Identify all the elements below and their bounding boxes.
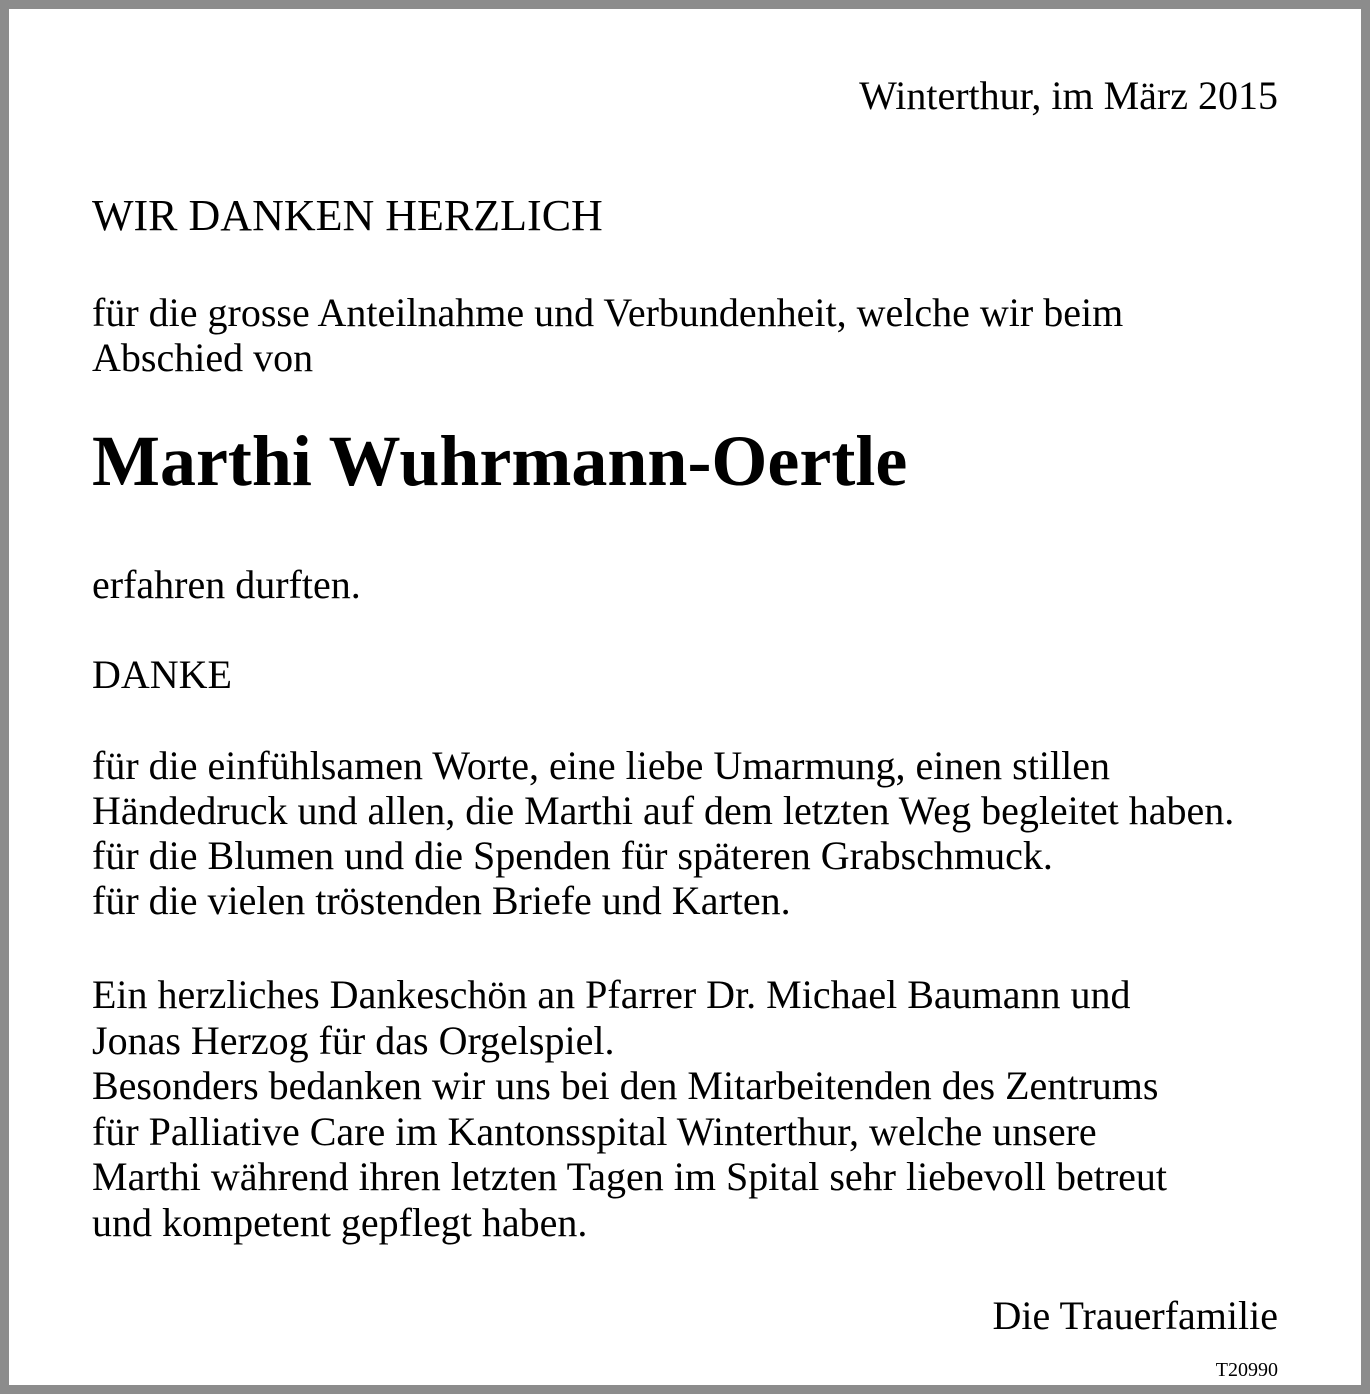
thanks-paragraph (92, 743, 1234, 923)
acknowledgement-line: Marthi während ihren letzten Tagen im Spital sehr liebevoll betreut (92, 1154, 1168, 1199)
thanks-line: für die einfühlsamen Worte, eine liebe Umarmung, einen stillen (92, 743, 1110, 788)
thanks-line: Händedruck und allen, die Marthi auf dem letzten Weg begleitet haben. (92, 788, 1235, 833)
notice-heading: WIR DANKEN HERZLICH (92, 191, 603, 240)
thanks-line: für die Blumen und die Spenden für späteren Grabschmuck. (92, 833, 1053, 878)
acknowledgement-line: für Palliative Care im Kantonsspital Winterthur, welche unsere (92, 1108, 1097, 1154)
acknowledgement-line: Jonas Herzog für das Orgelspiel. (92, 1017, 615, 1063)
acknowledgement-line: und kompetent gepflegt haben. (92, 1199, 588, 1245)
place-date: Winterthur, im März 2015 (859, 73, 1278, 118)
intro-line: Abschied von (92, 335, 314, 380)
signature: Die Trauerfamilie (992, 1293, 1278, 1338)
intro-line: für die grosse Anteilnahme und Verbundenheit, welche wir beim (92, 290, 1124, 335)
intro-paragraph (92, 290, 1123, 380)
acknowledgement-paragraph (92, 972, 1167, 1245)
outro-text: erfahren durften. (92, 562, 361, 607)
danke-heading: DANKE (92, 652, 232, 697)
acknowledgement-line: Ein herzliches Dankeschön an Pfarrer Dr. Michael Baumann und (92, 972, 1131, 1017)
deceased-name: Marthi Wuhrmann-Oertle (92, 421, 908, 501)
reference-code: T20990 (1215, 1359, 1278, 1381)
acknowledgement-line: Besonders bedanken wir uns bei den Mitarbeitenden des Zentrums (92, 1063, 1159, 1108)
thanks-line: für die vielen tröstenden Briefe und Karten. (92, 878, 791, 923)
